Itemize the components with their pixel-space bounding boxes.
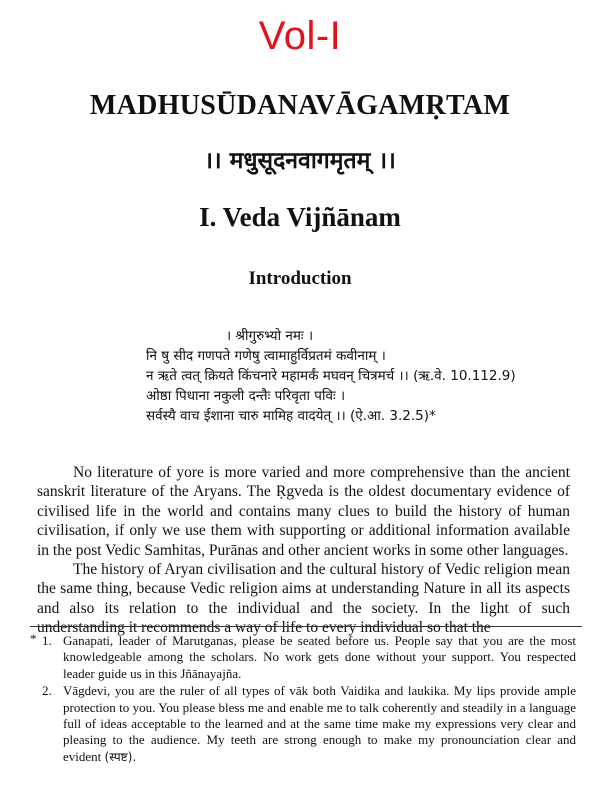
footnote-text: Vāgdevi, you are the ruler of all types of vāk both Vaidika and laukika. My lips provide ample protection to you. You please bless me and enable me to talk coherently and steadily in a language full of ideas acceptable to the learned and at the same time make my expressions very clear and pleasing to the audience. My teeth are strong enough to make my pronounciation clear and evident xyxy=(63,683,576,764)
verse-line: । श्रीगुरुभ्यो नमः । xyxy=(226,328,314,344)
body-text xyxy=(37,463,570,638)
introduction-heading: Introduction xyxy=(248,268,352,289)
paragraph: The history of Aryan civilisation and the cultural history of Vedic religion mean the same thing, because Vedic religion aims at understanding Nature in all its aspects and also its relation to the individual and the society. In the light of such understanding it recommends a way of life to every individual so that the xyxy=(37,561,570,637)
section-heading: I. Veda Vijñānam xyxy=(199,202,401,232)
footnote-sanskrit-word: (स्पष्ट). xyxy=(104,749,137,764)
volume-label: Vol-I xyxy=(258,14,342,58)
footnotes xyxy=(30,633,576,765)
verse-line: नि षु सीद गणपते गणेषु त्वामाहुर्विप्रतमं कवीनाम् । xyxy=(146,348,386,364)
verse-line: ओष्ठा पिधाना नकुली दन्तैः परिवृता पविः । xyxy=(146,388,346,404)
footnote-item xyxy=(30,683,576,765)
footnote-number: 1. xyxy=(42,633,52,648)
invocation-verses xyxy=(146,326,576,426)
footnote-marker: * xyxy=(30,631,37,646)
sanskrit-title: ।। मधुसूदनवागमृतम् ।। xyxy=(204,148,396,174)
footnote-number: 2. xyxy=(42,683,52,699)
footnote-text: Ganapati, leader of Marutganas, please be seated before us. People say that you are the most knowledgeable among the scholars. No work gets done without your support. You respected leader guide us in this Jñānayajña. xyxy=(63,633,576,681)
paragraph: No literature of yore is more varied and more comprehensive than the ancient sanskrit literature of the Aryans. The Ṛgveda is the oldest documentary evidence of civilised life in the world and contains many clues to build the history of human civilisation, if only we use them with supporting or additional information available in the post Vedic Samhitas, Purānas and other ancient works in some other languages. xyxy=(37,464,570,559)
verse-line: सर्वस्यै वाच ईशाना चारु मामिह वादयेत् ।। (ऐ.आ. 3.2.5)* xyxy=(146,408,436,424)
footnote-divider xyxy=(30,626,582,627)
verse-line: न ऋते त्वत् क्रियते किंचनारे महामर्कं मघवन् चित्रमर्च ।। (ऋ.वे. 10.112.9) xyxy=(146,368,516,384)
book-title: MADHUSŪDANAVĀGAMṚTAM xyxy=(89,90,511,121)
footnote-item xyxy=(30,633,576,682)
